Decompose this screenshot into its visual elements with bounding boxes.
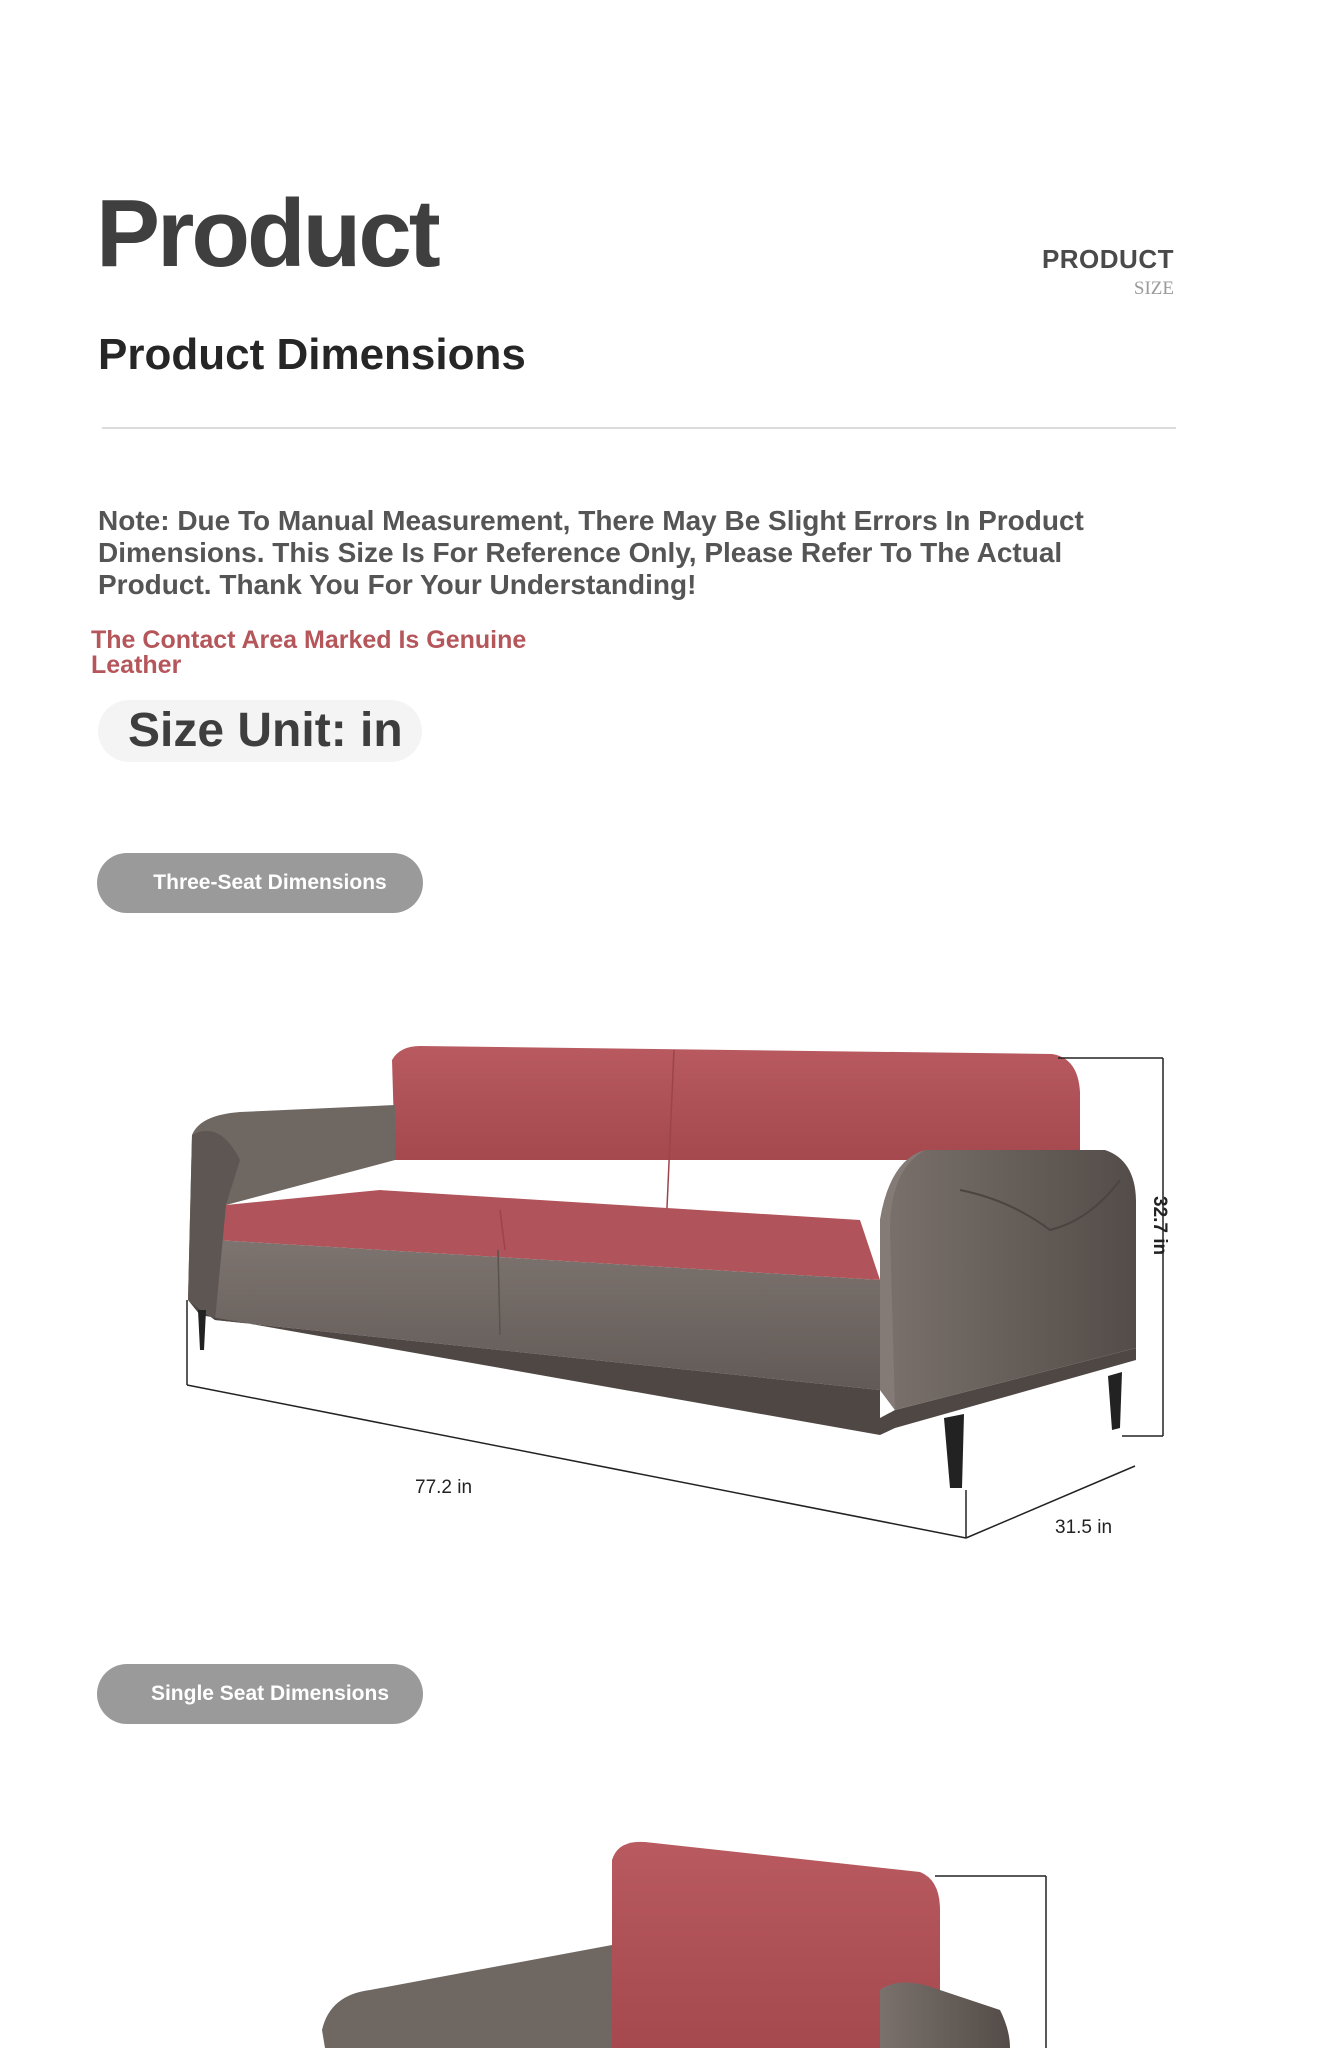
height-dimension-label: 32.7 in xyxy=(1149,1196,1170,1256)
size-unit-label: Size Unit: in xyxy=(128,704,403,757)
measurement-note: Note: Due To Manual Measurement, There May Be Slight Errors In Product Dimensions. This Size Is For Reference Only, Please Refer To The Actual Product. Thank You For Your Understanding! xyxy=(98,505,1084,600)
depth-dimension-label: 31.5 in xyxy=(1055,1517,1113,1538)
hero-title: Product xyxy=(96,180,438,287)
single-seat-tab-label: Single Seat Dimensions xyxy=(150,1682,390,1705)
three-seat-tab-label: Three-Seat Dimensions xyxy=(153,871,387,894)
leather-note: The Contact Area Marked Is Genuine Leather xyxy=(91,626,527,679)
section-title: Product Dimensions xyxy=(98,330,526,379)
badge-subtitle: SIZE xyxy=(1133,278,1174,299)
badge-title: PRODUCT xyxy=(1041,244,1174,274)
width-dimension-label: 77.2 in xyxy=(415,1477,473,1498)
